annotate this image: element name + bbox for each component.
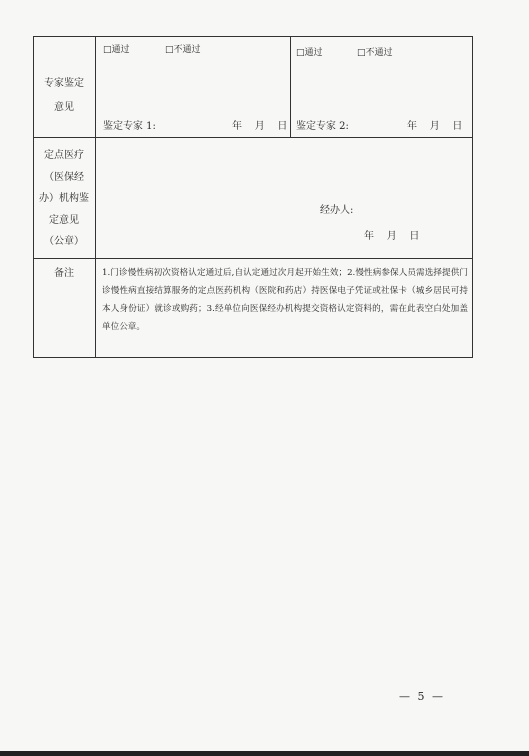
institution-date: 年 月 日 bbox=[364, 231, 420, 242]
expert2-signature-label: 鉴定专家 2: bbox=[296, 121, 349, 132]
expert2-date: 年 月 日 bbox=[407, 121, 463, 132]
table-divider bbox=[95, 36, 96, 358]
table-divider bbox=[33, 258, 473, 259]
expert2-fail-checkbox[interactable]: □不通过 bbox=[357, 48, 393, 58]
scan-edge bbox=[0, 751, 529, 756]
expert-opinion-label bbox=[33, 72, 95, 120]
expert-opinion-label-line: 专家鉴定 bbox=[44, 78, 84, 89]
expert1-signature-label: 鉴定专家 1: bbox=[103, 121, 156, 132]
institution-opinion-label-line: 定意见 bbox=[49, 214, 79, 226]
remarks-label: 备注 bbox=[54, 268, 74, 279]
expert-opinion-label-line: 意见 bbox=[54, 102, 74, 113]
institution-opinion-label bbox=[33, 145, 95, 253]
expert1-pass-checkbox[interactable]: □通过 bbox=[103, 45, 130, 55]
expert2-pass-checkbox[interactable]: □通过 bbox=[296, 48, 323, 58]
handler-signature-label: 经办人: bbox=[320, 205, 354, 216]
expert1-date: 年 月 日 bbox=[232, 121, 288, 132]
institution-opinion-label-line: （公章） bbox=[44, 236, 84, 247]
institution-opinion-label-line: 定点医疗 bbox=[44, 150, 84, 161]
table-divider bbox=[290, 36, 291, 137]
institution-opinion-label-line: （医保经 bbox=[44, 171, 84, 183]
institution-opinion-label-line: 办）机构鉴 bbox=[39, 193, 89, 204]
expert1-fail-checkbox[interactable]: □不通过 bbox=[165, 45, 201, 55]
remarks-text: 1.门诊慢性病初次资格认定通过后,自认定通过次月起开始生效；2.慢性病参保人员需选择提供门诊慢性病直接结算服务的定点医药机构（医院和药店）持医保电子凭证或社保卡（城乡居民可持本人身份证）就诊或购药；3.经单位向医保经办机构提交资格认定资料的，需在此表空白处加盖单位公章。 bbox=[102, 268, 468, 332]
table-divider bbox=[33, 137, 473, 138]
page-number: — 5 — bbox=[399, 690, 445, 703]
